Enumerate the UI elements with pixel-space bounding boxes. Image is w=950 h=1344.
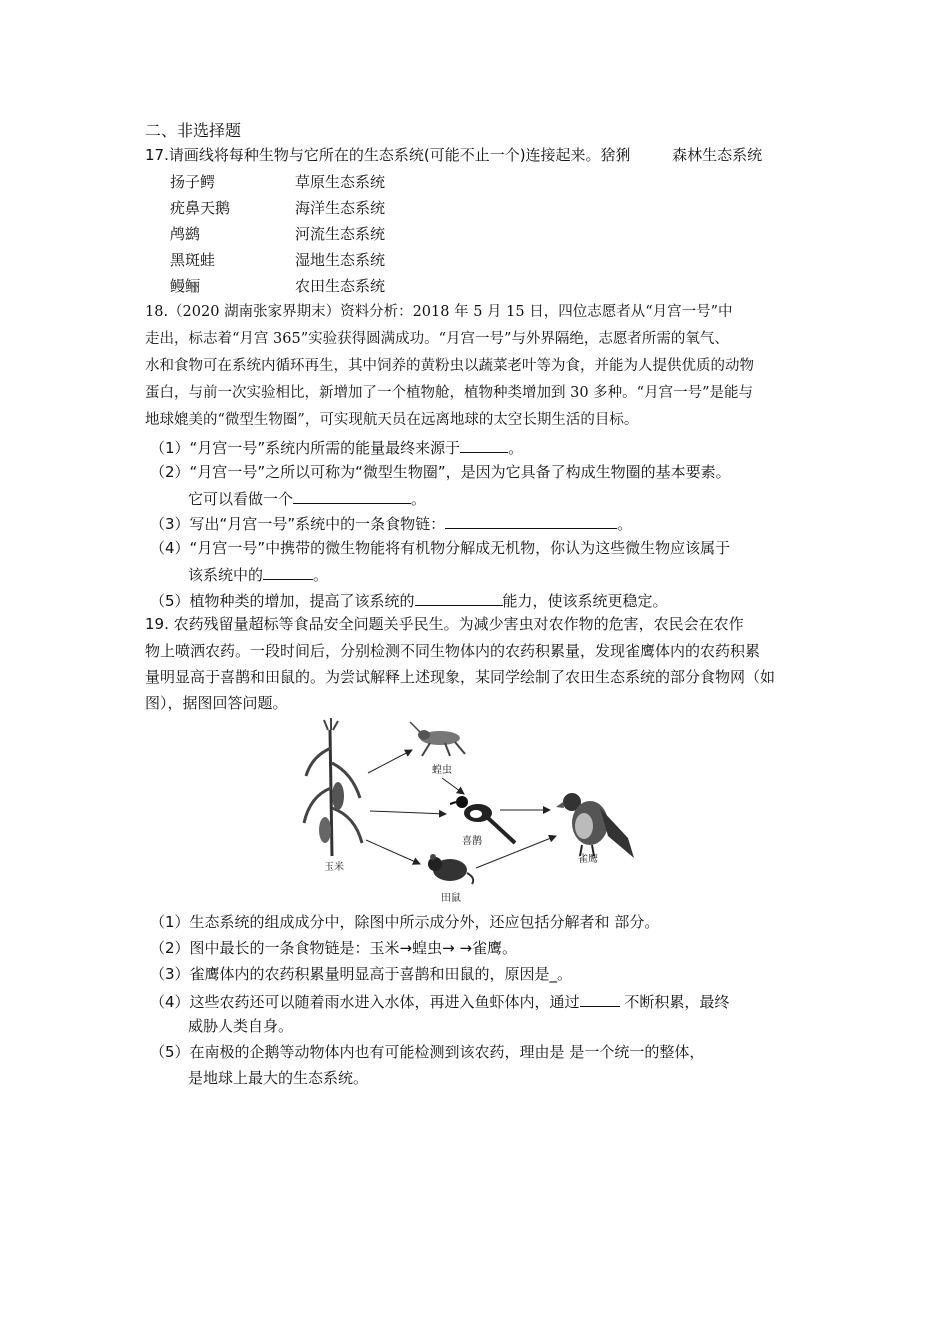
q17-ecosystem: 草原生态系统 [295, 173, 386, 191]
q17-organism: 疣鼻天鹅 [170, 199, 231, 217]
arrow-corn-to-mouse [366, 840, 420, 864]
arrow-corn-to-locust [368, 750, 412, 773]
corn-illustration [304, 718, 362, 856]
q18-paragraph-line: 蛋白，与前一次实验相比，新增加了一个植物舱，植物种类增加到 30 多种。“月宫一号”是能与 [145, 385, 753, 401]
corn-label: 玉米 [324, 862, 344, 873]
arrow-locust-to-magpie [442, 778, 464, 794]
q18-sub4-text: 该系统中的 [188, 566, 264, 584]
q18-sub5 [150, 589, 668, 611]
q19-sub1: （1）生态系统的组成成分中，除图中所示成分外，还应包括分解者和 部分。 [150, 913, 660, 931]
locust-illustration [410, 722, 465, 756]
q17-stem [145, 145, 762, 165]
q18-sub2-end: 。 [411, 490, 427, 508]
q17-stem-text: 17.请画线将每种生物与它所在的生态系统(可能不止一个)连接起来。猞猁 [145, 146, 631, 164]
q19-sub3: （3）雀鹰体内的农药积累量明显高于喜鹊和田鼠的，原因是_。 [150, 965, 573, 983]
q18-paragraph-line: 水和食物可在系统内循环再生，其中饲养的黄粉虫以蔬菜老叶等为食，并能为人提供优质的动物 [145, 358, 754, 374]
q18-sub5-text: （5）植物种类的增加，提高了该系统的 [150, 592, 415, 610]
q18-sub4: （4）“月宫一号”中携带的微生物能将有机物分解成无机物，你认为这些微生物应该属于 [150, 539, 731, 557]
q18-paragraph-line: 地球媲美的“微型生物圈”，可实现航天员在远离地球的太空长期生活的目标。 [145, 412, 639, 428]
q18-sub3-end: 。 [617, 515, 633, 533]
q19-sub4-cont: 威胁人类自身。 [188, 1017, 294, 1035]
answer-blank[interactable] [445, 512, 617, 529]
section-title: 二、非选择题 [145, 121, 242, 140]
locust-label: 蝗虫 [432, 765, 452, 776]
q17-first-ecosystem: 森林生态系统 [672, 146, 763, 164]
q18-sub3 [150, 512, 632, 534]
mouse-label: 田鼠 [441, 893, 461, 904]
q18-sub5-end: 能力，使该系统更稳定。 [502, 592, 668, 610]
q17-organism: 鳗鲡 [170, 277, 201, 295]
q17-ecosystem: 海洋生态系统 [295, 199, 386, 217]
q18-sub4-cont [188, 563, 328, 585]
q19-paragraph-line: 量明显高于喜鹊和田鼠的。为尝试解释上述现象，某同学绘制了农田生态系统的部分食物网（如 [145, 668, 776, 686]
q18-paragraph-line: 走出，标志着“月宫 365”实验获得圆满成功。“月宫一号”与外界隔绝，志愿者所需的氧气、 [145, 331, 729, 347]
q18-sub1 [150, 436, 523, 458]
q19-sub2: （2）图中最长的一条食物链是：玉米→蝗虫→ →雀鹰。 [150, 939, 518, 957]
answer-blank[interactable] [263, 563, 313, 580]
magpie-illustration [450, 796, 515, 843]
mouse-illustration [428, 854, 473, 884]
answer-blank[interactable] [415, 589, 503, 606]
q17-organism: 鸬鹚 [170, 225, 201, 243]
q19-sub4 [150, 990, 729, 1012]
q19-sub5: （5）在南极的企鹅等动物体内也有可能检测到该农药，理由是 是一个统一的整体， [150, 1043, 705, 1061]
q19-sub4-end: 不断积累，最终 [619, 993, 730, 1011]
q17-ecosystem: 河流生态系统 [295, 225, 386, 243]
q19-paragraph-line: 物上喷洒农药。一段时间后，分别检测不同生物体内的农药积累量，发现雀鹰体内的农药积累 [145, 642, 761, 660]
q17-ecosystem: 农田生态系统 [295, 277, 386, 295]
q19-sub5-cont: 是地球上最大的生态系统。 [188, 1069, 369, 1087]
arrow-mouse-to-hawk [476, 836, 556, 868]
magpie-label: 喜鹊 [462, 836, 482, 847]
answer-blank[interactable] [293, 487, 411, 504]
answer-blank[interactable] [580, 990, 620, 1007]
q19-paragraph-line: 19. 农药残留量超标等食品安全问题关乎民生。为减少害虫对农作物的危害，农民会在农作 [145, 615, 744, 633]
food-web-figure [300, 718, 650, 908]
arrow-corn-to-magpie [370, 811, 446, 814]
hawk-label: 雀鹰 [578, 854, 598, 865]
q17-organism: 扬子鳄 [170, 173, 216, 191]
q18-sub2: （2）“月宫一号”之所以可称为“微型生物圈”，是因为它具备了构成生物圈的基本要素。 [150, 463, 731, 481]
q18-sub2-text: 它可以看做一个 [188, 490, 294, 508]
q17-ecosystem: 湿地生态系统 [295, 251, 386, 269]
q19-paragraph-line: 图），据图回答问题。 [145, 694, 288, 712]
hawk-illustration [556, 793, 634, 858]
answer-blank[interactable] [460, 436, 508, 453]
q17-organism: 黑斑蛙 [170, 251, 216, 269]
q18-sub3-text: （3）写出“月宫一号”系统中的一条食物链： [150, 515, 446, 533]
q19-sub4-text: （4）这些农药还可以随着雨水进入水体，再进入鱼虾体内，通过 [150, 993, 580, 1011]
q18-sub2-cont [188, 487, 426, 509]
q18-sub1-text: （1）“月宫一号”系统内所需的能量最终来源于 [150, 439, 461, 457]
q18-sub1-end: 。 [508, 439, 524, 457]
q18-paragraph-line: 18.（2020 湖南张家界期末）资料分析：2018 年 5 月 15 日，四位志愿者从“月宫一号”中 [145, 304, 733, 320]
q18-sub4-end: 。 [313, 566, 329, 584]
